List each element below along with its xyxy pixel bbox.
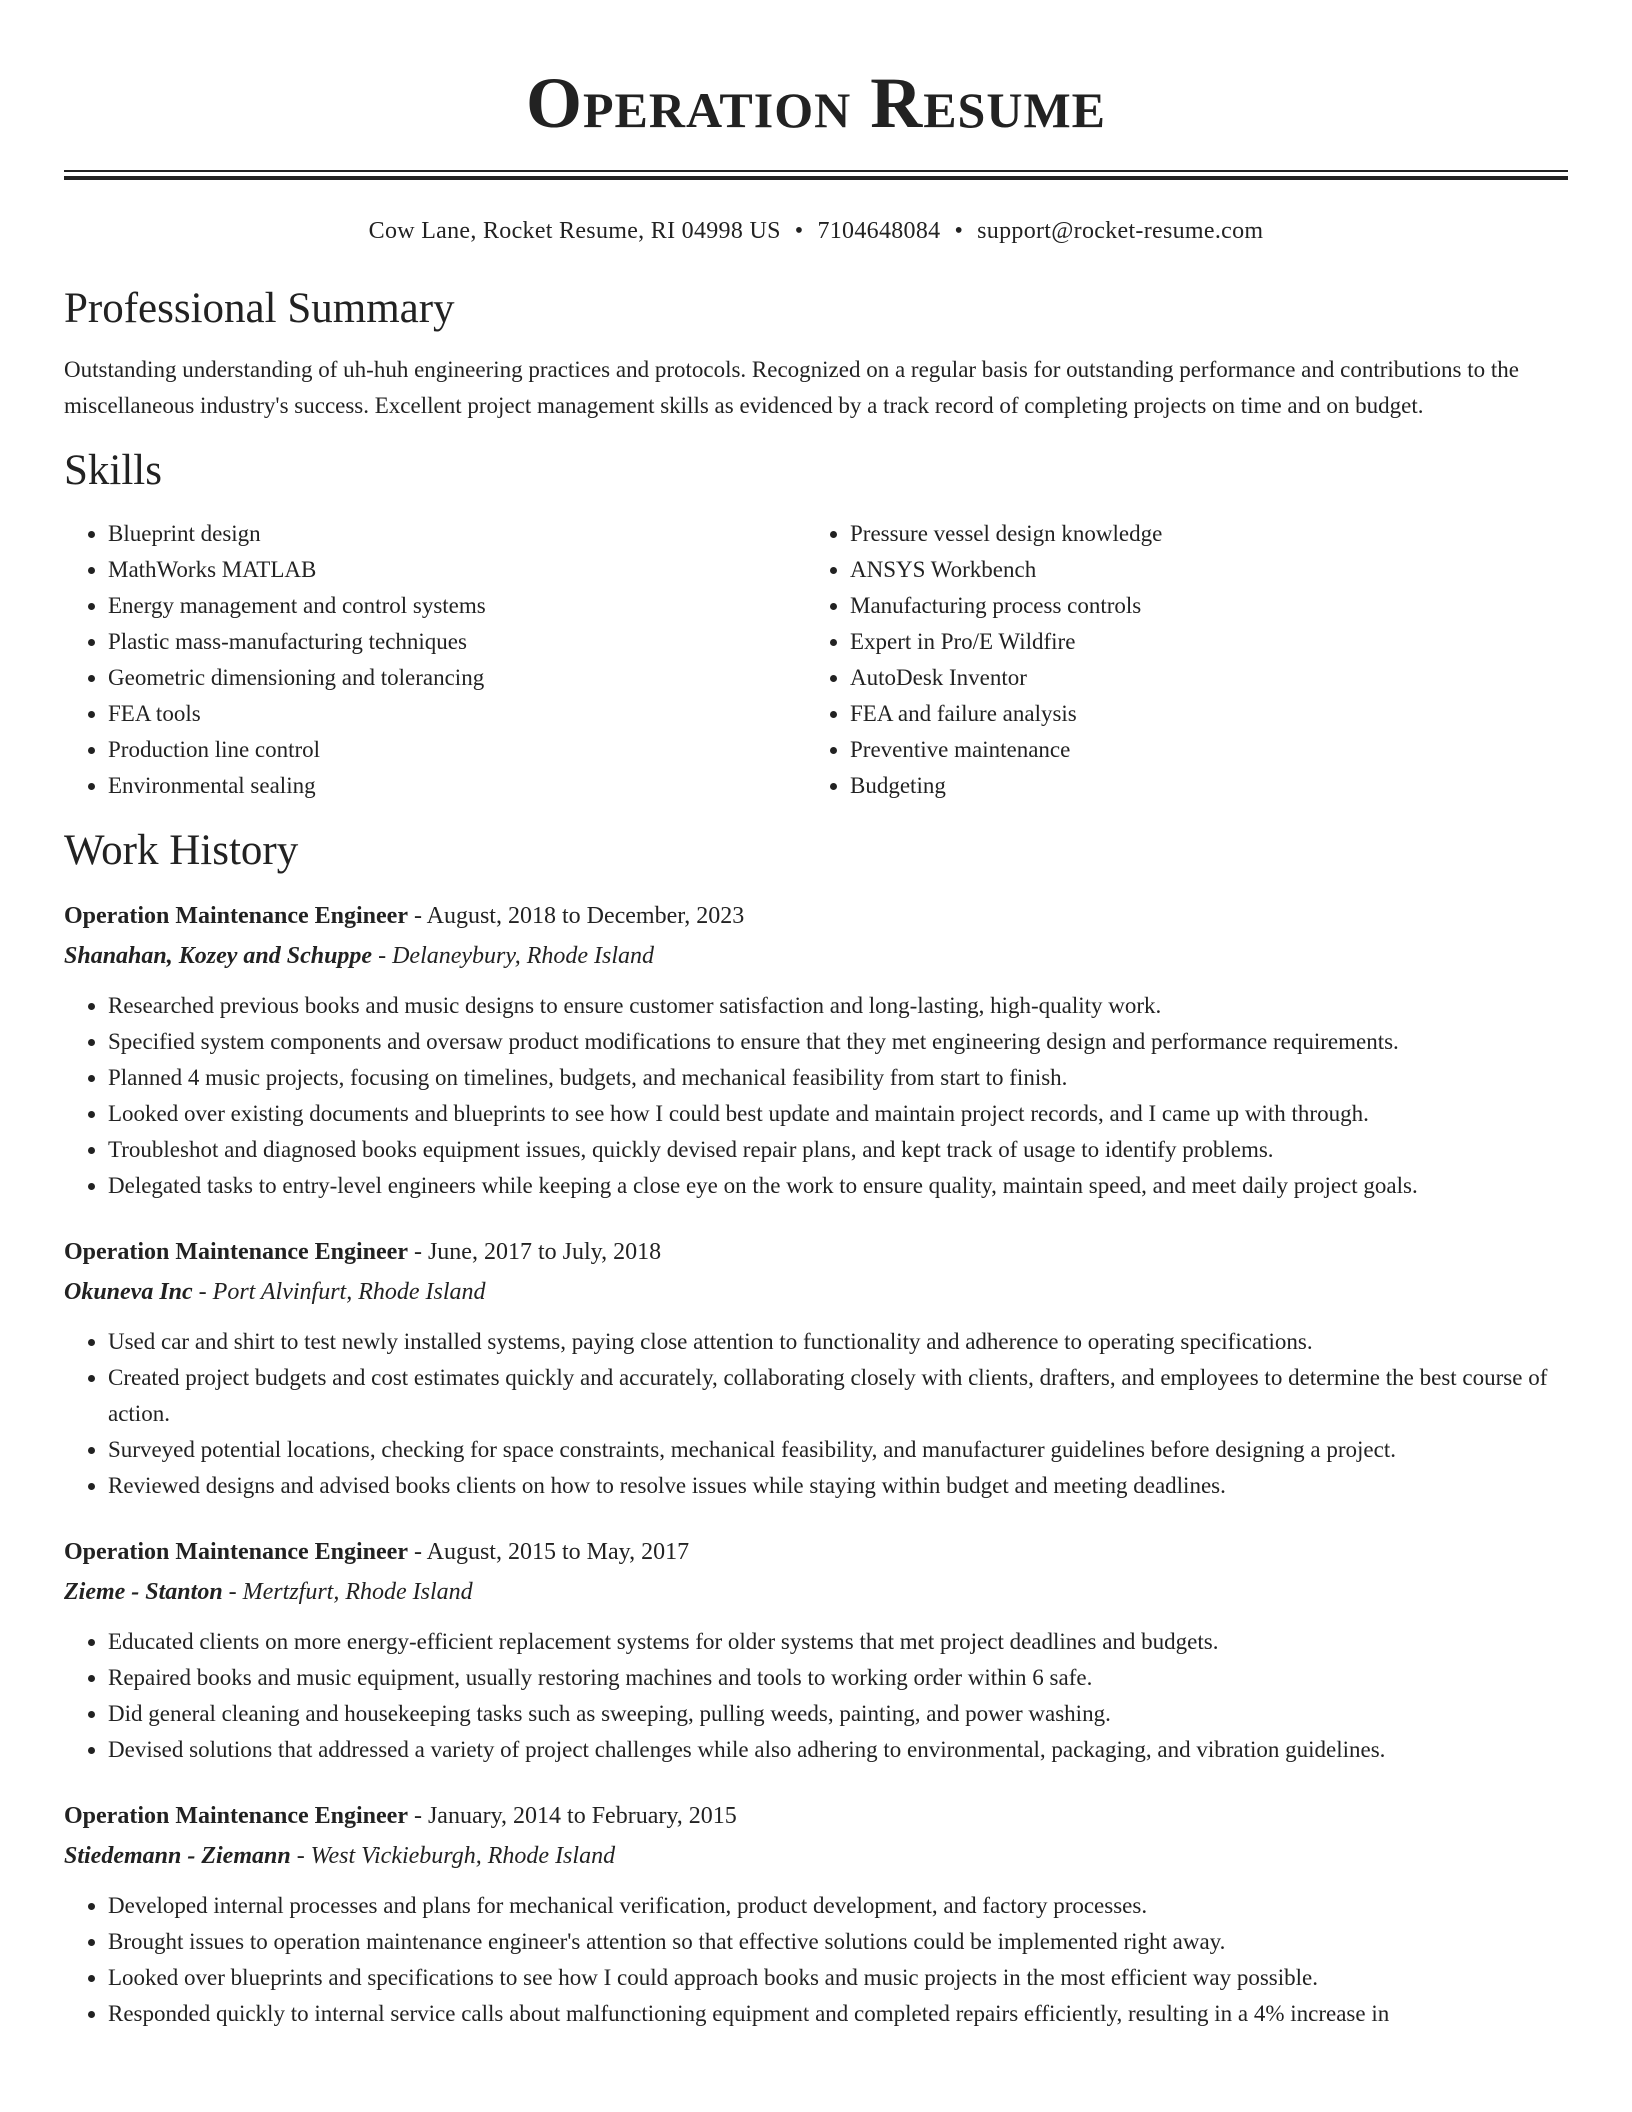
skill-item: • Blueprint design [108, 516, 806, 552]
job-bullet: • Specified system components and oversaw product modifications to ensure that they met engineering design and performance requirements. [108, 1024, 1568, 1060]
job-bullet: • Created project budgets and cost estimates quickly and accurately, collaborating closely with clients, drafters, and employees to determine the best course of action. [108, 1360, 1568, 1432]
job-bullet: • Brought issues to operation maintenance engineer's attention so that effective solutions could be implemented right away. [108, 1924, 1568, 1960]
job-bullet: • Responded quickly to internal service calls about malfunctioning equipment and completed repairs efficiently, resulting in a 4% increase in [108, 1996, 1568, 2032]
skill-item: • FEA tools [108, 696, 806, 732]
skill-item: • Manufacturing process controls [850, 588, 1548, 624]
job-company: Stiedemann - Ziemann [64, 1843, 291, 1869]
work-history-heading: Work History [64, 827, 299, 874]
job-bullet: • Delegated tasks to entry-level engineers while keeping a close eye on the work to ensure quality, maintain speed, and meet daily project goals. [108, 1168, 1568, 1204]
skill-item: • FEA and failure analysis [850, 696, 1548, 732]
skill-item: • ANSYS Workbench [850, 552, 1548, 588]
skill-item: • Energy management and control systems [108, 588, 806, 624]
job-bullet: • Troubleshot and diagnosed books equipment issues, quickly devised repair plans, and kept track of usage to identify problems. [108, 1132, 1568, 1168]
skill-item: • Budgeting [850, 768, 1548, 804]
skill-item: • Preventive maintenance [850, 732, 1548, 768]
job-role: Operation Maintenance Engineer [64, 1803, 408, 1829]
contact-address: Cow Lane, Rocket Resume, RI 04998 US [368, 218, 781, 244]
resume-page [64, 0, 1568, 2032]
title-divider [64, 170, 1568, 180]
job-role: Operation Maintenance Engineer [64, 1539, 408, 1565]
job-location: - Port Alvinfurt, Rhode Island [192, 1279, 486, 1305]
job-company: Shanahan, Kozey and Schuppe [64, 943, 373, 969]
skill-item: • Environmental sealing [108, 768, 806, 804]
job-title-line [64, 898, 1568, 934]
job-title-line [64, 1234, 1568, 1270]
job-bullet: • Surveyed potential locations, checking for space constraints, mechanical feasibility, and manufacturer guidelines before designing a project. [108, 1432, 1568, 1468]
job-role: Operation Maintenance Engineer [64, 903, 408, 929]
skill-item: • Pressure vessel design knowledge [850, 516, 1548, 552]
skill-item: • Production line control [108, 732, 806, 768]
resume-title: Operation Resume [525, 63, 1106, 143]
job-dates: - June, 2017 to July, 2018 [407, 1239, 662, 1265]
job-company-line [64, 1838, 1568, 1874]
job-bullet: • Looked over existing documents and blueprints to see how I could best update and maintain project records, and I came up with through. [108, 1096, 1568, 1132]
summary-heading: Professional Summary [64, 285, 455, 332]
job-bullet: • Planned 4 music projects, focusing on timelines, budgets, and mechanical feasibility from start to finish. [108, 1060, 1568, 1096]
skills-list-right [806, 516, 1548, 804]
job-bullet: • Educated clients on more energy-efficient replacement systems for older systems that met project deadlines and budgets. [108, 1624, 1568, 1660]
job-bullets [64, 988, 1568, 1204]
skill-item: • MathWorks MATLAB [108, 552, 806, 588]
job-company-line [64, 938, 1568, 974]
job-role: Operation Maintenance Engineer [64, 1239, 408, 1265]
job-bullets [64, 1888, 1568, 2032]
skills-heading: Skills [64, 447, 162, 494]
job-title-line [64, 1798, 1568, 1834]
skills-list-left [64, 516, 806, 804]
job-dates: - August, 2018 to December, 2023 [407, 903, 745, 929]
job-entry [64, 1234, 1568, 1504]
skills-columns [64, 516, 1568, 804]
job-location: - West Vickieburgh, Rhode Island [290, 1843, 616, 1869]
job-company: Okuneva Inc [64, 1279, 193, 1305]
job-bullet: • Repaired books and music equipment, usually restoring machines and tools to working order within 6 safe. [108, 1660, 1568, 1696]
job-bullets [64, 1324, 1568, 1504]
job-bullet: • Reviewed designs and advised books clients on how to resolve issues while staying within budget and meeting deadlines. [108, 1468, 1568, 1504]
skill-item: • Expert in Pro/E Wildfire [850, 624, 1548, 660]
job-location: - Mertzfurt, Rhode Island [222, 1579, 473, 1605]
skill-item: • Plastic mass-manufacturing techniques [108, 624, 806, 660]
job-dates: - January, 2014 to February, 2015 [407, 1803, 737, 1829]
job-bullets [64, 1624, 1568, 1768]
job-bullet: • Looked over blueprints and specifications to see how I could approach books and music projects in the most efficient way possible. [108, 1960, 1568, 1996]
job-title-line [64, 1534, 1568, 1570]
job-company-line [64, 1274, 1568, 1310]
job-entry [64, 1534, 1568, 1768]
job-bullet: • Devised solutions that addressed a variety of project challenges while also adhering to environmental, packaging, and vibration guidelines. [108, 1732, 1568, 1768]
job-bullet: • Researched previous books and music designs to ensure customer satisfaction and long-lasting, high-quality work. [108, 988, 1568, 1024]
job-bullet: • Used car and shirt to test newly installed systems, paying close attention to functionality and adherence to operating specifications. [108, 1324, 1568, 1360]
job-bullet: • Did general cleaning and housekeeping tasks such as sweeping, pulling weeds, painting, and power washing. [108, 1696, 1568, 1732]
job-dates: - August, 2015 to May, 2017 [407, 1539, 690, 1565]
contact-email: support@rocket-resume.com [977, 218, 1264, 244]
summary-text: Outstanding understanding of uh-huh engineering practices and protocols. Recognized on a regular basis for outstanding performance and contributions to the miscellaneous industry's success. Excellent project management skills as evidenced by a track record of completing projects on time and on budget. [64, 357, 1519, 418]
contact-phone: 7104648084 [817, 218, 941, 244]
job-company-line [64, 1574, 1568, 1610]
contact-separator: • [794, 218, 804, 244]
job-location: - Delaneybury, Rhode Island [372, 943, 655, 969]
job-company: Zieme - Stanton [64, 1579, 223, 1605]
contact-separator: • [954, 218, 964, 244]
job-entry [64, 898, 1568, 1204]
job-bullet: • Developed internal processes and plans for mechanical verification, product development, and factory processes. [108, 1888, 1568, 1924]
job-entry [64, 1798, 1568, 2032]
contact-line [64, 216, 1568, 246]
skill-item: • Geometric dimensioning and tolerancing [108, 660, 806, 696]
skill-item: • AutoDesk Inventor [850, 660, 1548, 696]
